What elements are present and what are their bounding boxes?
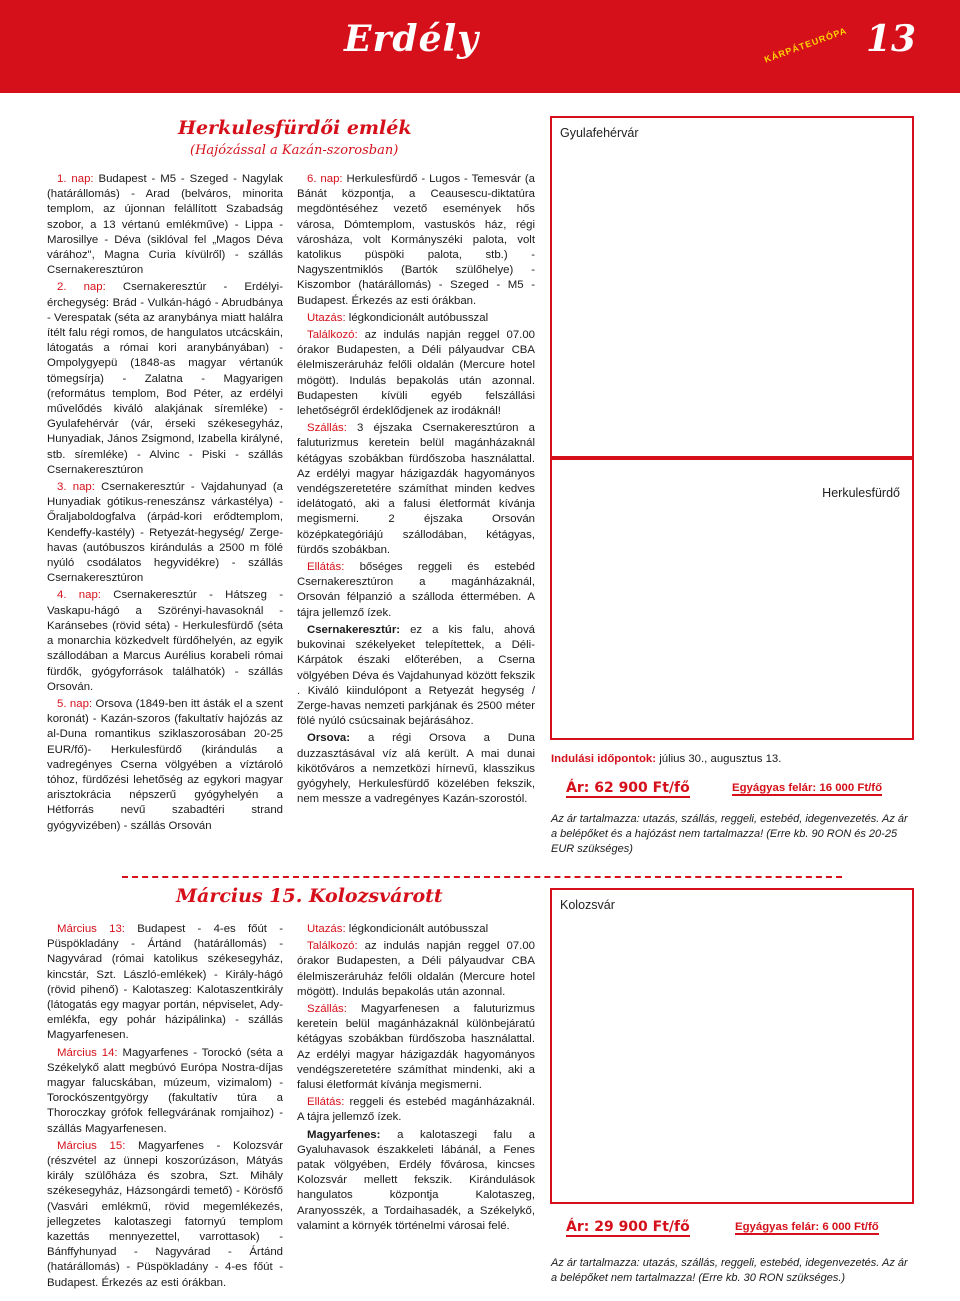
itinerary-column-2 (297, 172, 535, 809)
day-march-13: Március 13: Budapest - 4-es főút - Püspökladány - Ártánd (határállomás) - Nagyvárad (római katolikus székesegyház, kincstár, Szt. László-emlékek) - Király-hágó (rövid pihenő) - Kalotaszeg: Kalotaszentkirály (látogatás egy magyar portán, népviselet, Ady-emlékfa, egy pohár házipálinka) - szállás Magyarfenesen. (47, 923, 283, 1042)
itinerary-column-3 (47, 922, 283, 1293)
day-1: 1. nap: Budapest - M5 - Szeged - Nagylak (határállomás) - Arad (belváros, minorita templom, az újonnan felállított Szabadság szobor, a 13 vértanú emlékműve) - Lippa - Marosillye - Déva (siklóval fel „Magos Déva várához", Magna Curia kívülről) - szállás Csernakeresztúron (47, 173, 283, 277)
board-info-2: Ellátás: reggeli és estebéd magánházaknál. A tájra jellemző ízek. (297, 1096, 535, 1124)
page-number: 13 (866, 18, 917, 60)
photo-caption: Herkulesfürdő (822, 486, 900, 500)
place-magyarfenes: Magyarfenes: a kalotaszegi falu a Gyaluhavasok északkeleti lábánál, a Fenes patak völgyében, Erdély fővárosa, kincses Kolozsvár mellett fekszik. Kirándulások hangulatos központja Kalotaszeg, Aranyosszék, a Tordaihasadék, a Székelykő, valamint a környék történelmi városai felé. (297, 1128, 535, 1232)
departure-dates: Indulási időpontok: július 30., augusztus 13. (551, 753, 782, 765)
photo-kolozsvar (550, 888, 914, 1204)
itinerary-column-1 (47, 172, 283, 836)
price-trip-1: Ár: 62 900 Ft/fő (566, 780, 690, 796)
included-trip-1: Az ár tartalmazza: utazás, szállás, reggeli, estebéd, idegenvezetés. Az ár a belépőket és a hajózást nem tartalmazza! (Erre kb. 90 RON és 20-25 EUR szükséges) (551, 813, 908, 855)
place-csernakeresztur: Csernakeresztúr: ez a kis falu, ahová bukovinai székelyeket telepítettek, a Déli-Kárpátok északi előterében, a Cserna völgyében Déva és Vajdahunyad között fekszik . Kiváló kiindulópont a Retyezát hegység / Zerge-havas nemzeti parkjának és 2500 méter fölé nyúló csúcsainak bejárásához. (297, 623, 535, 728)
section1-title: Herkulesfürdői emlék (178, 117, 412, 139)
section1-subtitle: (Hajózással a Kazán-szorosban) (190, 143, 399, 158)
day-march-14: Március 14: Magyarfenes - Torockó (séta a Székelykő alatt megbúvó Európa Nostra-díjas magyar falucskában, múzeum, vizimalom) - Torockószentgyörgy (fakultatív túra a Thoroczkay grófok fellegvárának romjaihoz) - szállás Magyarfenesen. (47, 1046, 283, 1135)
accommodation-info: Szállás: 3 éjszaka Csernakeresztúron a faluturizmus keretein belül magánházaknál kétágyas szobákban fürdőszoba használattal. Az erdélyi magyar házigazdák hagyományos vendégszeretetére számíthat minden kedves idelátogató, aki a falusi életformát kívánja megismerni. 2 éjszaka Orsován középkategóriájú szállodában, kétágyas, fürdős szobákban. (297, 422, 535, 556)
brand-logo: KÁRPÁTEURÓPA (762, 25, 849, 65)
day-4: 4. nap: Csernakeresztúr - Hátszeg - Vaskapu-hágó a Szörényi-havasoknál - Karánsebes (rövid séta) - Herkulesfürdő (séta a monarchia közkedvelt fürdőhelyén, az egyik szállodában a Marcus Aurélius korabeli római fürdők, gyógyforrások találhatók) - szállás Orsován. (47, 589, 283, 693)
board-info: Ellátás: bőséges reggeli és estebéd Csernakeresztúron a magánházaknál, Orsován félpanzió a szálloda éttermében. A tájra jellemző ízek. (297, 561, 535, 619)
day-5: 5. nap: Orsova (1849-ben itt ásták el a szent koronát) - Kazán-szoros (fakultatív hajózás az al-Duna romantikus sziklaszorosában 20-25 EUR/fő)- Herkulesfürdő (kirándulás a vadregényes Cserna völgyében a víztároló tóhoz, fürdőzési lehetőség az egykori magyar arisztokrácia népszerű gyógyhelyén a Hétforrás nevű szabadtéri strand gyógyvizében) - szállás Orsován (47, 697, 283, 832)
itinerary-column-4 (297, 922, 535, 1236)
price-trip-2: Ár: 29 900 Ft/fő (566, 1219, 690, 1235)
accommodation-info-2: Szállás: Magyarfenesen a faluturizmus keretein belül magánházaknál különbejáratú kétágyas szobákban fürdőszoba használattal. Az erdélyi magyar házigazdák hagyományos vendégszeretetére számíthat mindenki, aki a falusi életformát kívánja megismerni. (297, 1003, 535, 1092)
included-trip-2: Az ár tartalmazza: utazás, szállás, reggeli, estebéd, idegenvezetés. Az ár a belépőket nem tartalmazza! (Erre kb. 30 RON szükséges.) (551, 1257, 908, 1284)
section2-title: Március 15. Kolozsvárott (176, 885, 443, 907)
travel-info: Utazás: légkondicionált autóbusszal (307, 311, 489, 324)
meeting-info: Találkozó: az indulás napján reggel 07.00 órakor Budapesten, a Déli pályaudvar CBA élelmiszeráruház felőli oldalán (Mercure hotel mögött). Indulás bepakolás után azonnal. Budapesten kívüli egyéb felszállási lehetőségről érdeklődjenek az irodáknál! (297, 329, 535, 418)
meeting-info-2: Találkozó: az indulás napján reggel 07.00 órakor Budapesten, a Déli pályaudvar CBA élelmiszeráruház felőli oldalán (Mercure hotel mögött). Indulás bepakolás után azonnal. (297, 940, 535, 998)
surcharge-trip-1: Egyágyas felár: 16 000 Ft/fő (732, 782, 883, 794)
page-header (0, 0, 960, 93)
photo-herkulesfurdo (550, 458, 914, 740)
photo-caption: Gyulafehérvár (560, 126, 639, 140)
surcharge-trip-2: Egyágyas felár: 6 000 Ft/fő (735, 1221, 879, 1233)
day-6: 6. nap: Herkulesfürdő - Lugos - Temesvár (a Bánát központja, a Ceausescu-diktatúra megdöntéséhez vezető események hős városa, Dómtemplom, vastuskós ház, régi városháza, volt Kormányszéki palota, volt katolikus püspöki palota, stb.) - Nagyszentmiklós (Bartók szülőhelye) - Kiszombor (határállomás) - Szeged - M5 - Budapest. Érkezés az esti órákban. (297, 173, 535, 307)
header-title: Erdély (344, 18, 480, 60)
travel-info-2: Utazás: légkondicionált autóbusszal (307, 923, 489, 935)
day-march-15: Március 15: Magyarfenes - Kolozsvár (részvétel az ünnepi koszorúzáson, Mátyás király szülőháza és szobra, Szt. Mihály székesegyház, Házsongárdi temető) - Körösfő (Vasvári emlékmű, rövid megemlékezés, jellegzetes kalotaszegi fatornyú templom kazettás mennyezettel, varrottasok) - Bánffyhunyad - Nagyvárad - Ártánd (határállomás) - Püspökladány - 4-es főút - Budapest. Érkezés az esti órákban. (47, 1139, 284, 1289)
section-divider (122, 876, 842, 878)
photo-caption: Kolozsvár (560, 898, 615, 912)
place-orsova: Orsova: a régi Orsova a Duna duzzasztásával víz alá került. A mai dunai kikötőváros a nemzetközi hírnevű, klasszikus gyógyhely, Herkulesfürdő közelében fekszik, nem messze a vadregényes Kazán-szorostól. (297, 732, 535, 806)
day-2: 2. nap: Csernakeresztúr - Erdélyi-érchegység: Brád - Vulkán-hágó - Abrudbánya - Verespatak (séta az aranybánya miatt halálra ítélt falu régi romos, de hangulatos utcácskáin, látogatás a római kori aranybányában) - Ompolygyepü (1848-as magyar vértanúk tömegsírja) - Zalatna - Magyarigen (református templom, Bod Péter, az erdélyi művelődés kiváló alakjának síremléke) - Gyulafehérvár (vár, érseki székesegyház, Hunyadiak, János Zsigmond, Izabella királyné, stb. síremléke) - Alvinc - Piski - szállás Csernakeresztúron (47, 281, 283, 476)
photo-gyulafehervar (550, 116, 914, 458)
day-3: 3. nap: Csernakeresztúr - Vajdahunyad (a Hunyadiak gótikus-reneszánsz várkastélya) - Őraljaboldogfalva (árpád-kori erődtemplom, Kendeffy-kastély) - Retyezát-hegység/ Zerge-havas (autóbuszos kirándulás a 2500 m fölé nyúló csodálatos hegyvidékre) - szállás Csernakeresztúron (47, 481, 283, 585)
